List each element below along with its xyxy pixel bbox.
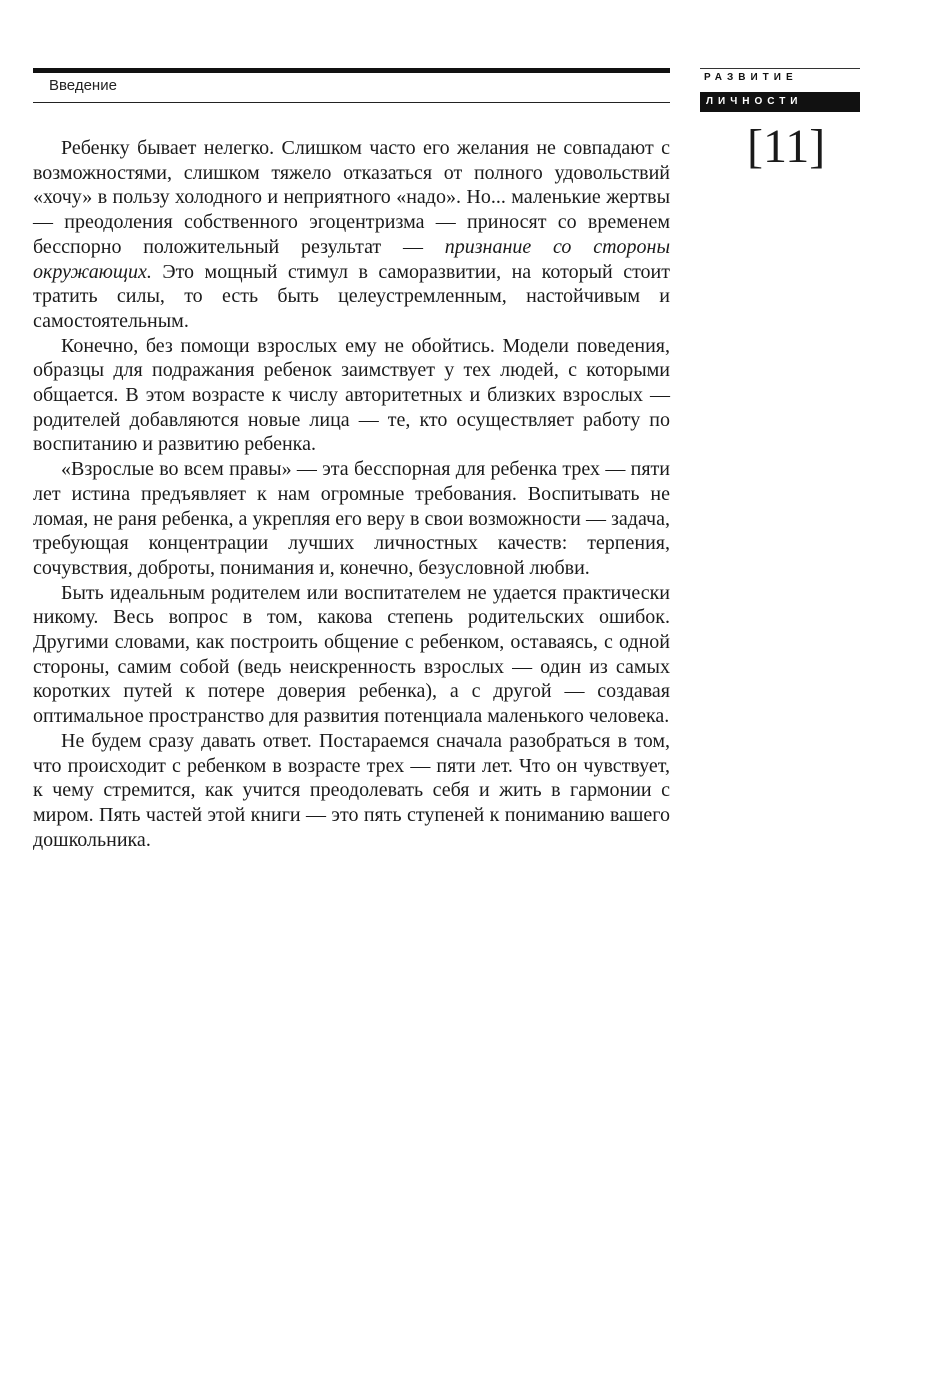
paragraph: Быть идеальным родителем или воспитателем не удается практически никому. Весь вопрос в том, какова степень родительских ошибок. Другими словами, как построить общение с ребенком, оставаясь, с одной стороны, самим собой (ведь неискренность взрослых — один из самых коротких путей к потере доверия ребенка), а с другой — создавая оптимальное пространство для развития потенциала маленького человека. — [33, 581, 670, 728]
body-text — [33, 136, 670, 852]
paragraph: Не будем сразу давать ответ. Постараемся сначала разобраться в том, что происходит с ребенком в возрасте трех — пяти лет. Что он чувствует, к чему стремится, как учится преодолевать себя и жить в гармонии с миром. Пять частей этой книги — это пять ступеней к пониманию вашего дошкольника. — [33, 729, 670, 851]
side-rule — [700, 68, 860, 69]
page-number: [11] — [747, 120, 826, 173]
emphasis-text: признание со стороны окружающих. — [33, 235, 670, 283]
paragraph — [33, 136, 670, 334]
paragraph-text: Ребенку бывает нелегко. Слишком часто его желания не совпадают с возможностями, слишком тяжело отказаться от полного удовольствий «хочу» в пользу холодного и неприятного «надо». Но... маленькие жертвы — преодоления собственного эгоцентризма — приносят со временем бесспорно положительный результат — — [33, 137, 670, 258]
header-divider — [33, 102, 670, 103]
header-rule — [33, 68, 670, 73]
paragraph-text: Это мощный стимул в саморазвитии, на который стоит тратить силы, то есть быть целеустремленным, настойчивым и самостоятельным. — [33, 260, 670, 332]
section-label-bottom: ЛИЧНОСТИ — [706, 96, 803, 107]
section-label-top: РАЗВИТИЕ — [704, 72, 798, 83]
paragraph: Конечно, без помощи взрослых ему не обойтись. Модели поведения, образцы для подражания ребенок заимствует у тех людей, с которыми общается. В этом возрасте к числу авторитетных и близких взрослых — родителей добавляются новые лица — те, кто осуществляет работу по воспитанию и развитию ребенка. — [33, 334, 670, 456]
running-header-title: Введение — [49, 77, 117, 94]
paragraph: «Взрослые во всем правы» — эта бесспорная для ребенка трех — пяти лет истина предъявляет к нам огромные требования. Воспитывать не ломая, не раня ребенка, а укрепляя его веру в свои возможности — задача, требующая концентрации лучших личностных качеств: терпения, сочувствия, доброты, понимания и, конечно, безусловной любви. — [33, 458, 670, 579]
